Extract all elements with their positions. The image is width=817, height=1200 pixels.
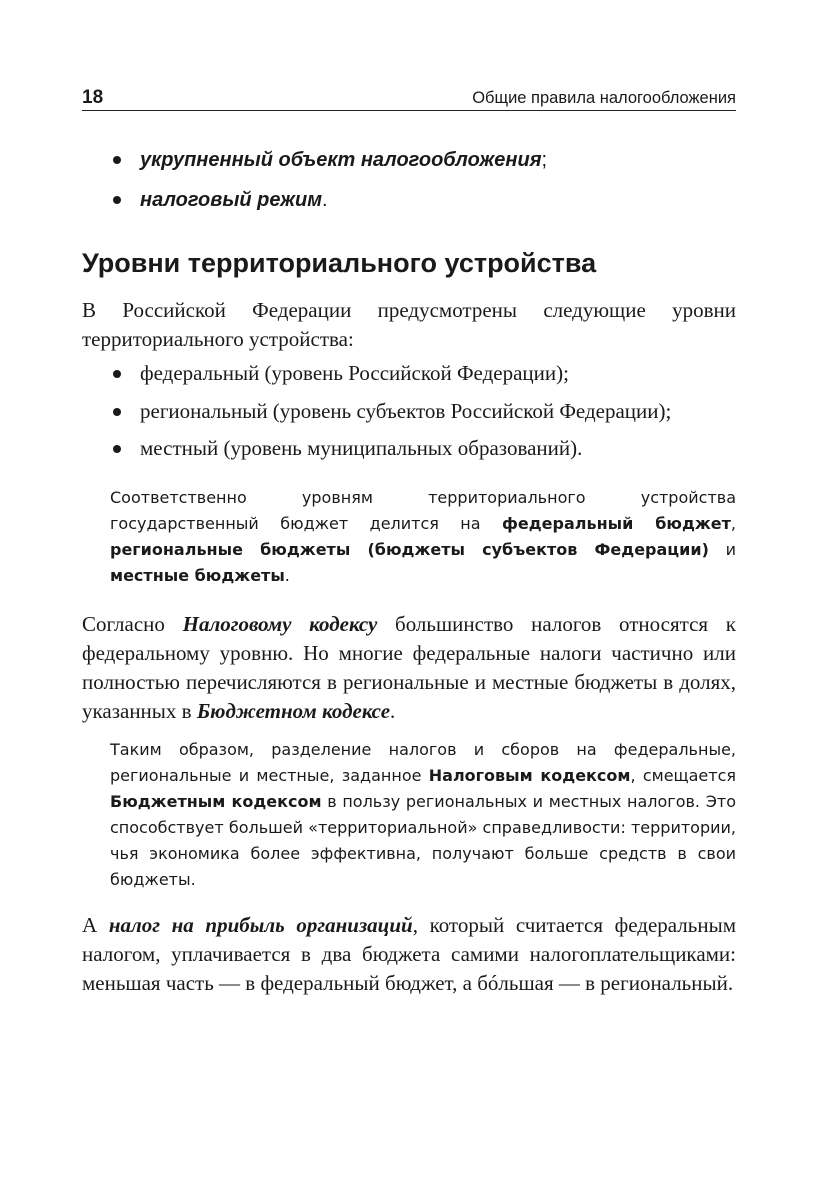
paragraph-text: большинство налогов относятся к федеральному уровню. Но многие федеральные налоги частично или полностью перечисляются в региональные и местные бюджеты в долях, указанных в xyxy=(82,612,736,723)
list-term: укрупненный объект налогообложения xyxy=(140,149,542,171)
paragraph-emphasis: Налоговому кодексу xyxy=(182,612,378,636)
top-bullet-list xyxy=(82,140,736,220)
note-emphasis: местные бюджеты xyxy=(110,566,285,585)
list-item xyxy=(82,180,736,220)
note-text: и xyxy=(708,540,736,559)
bullet-icon xyxy=(113,408,121,416)
note-text: . xyxy=(284,566,290,585)
paragraph-text: Согласно xyxy=(82,612,183,636)
paragraph-emphasis: Бюджетном кодексе xyxy=(196,699,391,723)
note-text: Соответственно уровням территориального устройства государственный бюджет делится на xyxy=(110,488,736,533)
levels-bullet-list xyxy=(82,355,736,468)
intro-paragraph: В Российской Федерации предусмотрены следующие уровни территориального устройства: xyxy=(82,298,736,351)
note-tax-shift xyxy=(110,737,736,893)
note-text: в пользу региональных и местных налогов. Это способствует большей «территориальной» справедливости: территории, чья экономика более эффективна, получают больше средств в свои бюджеты. xyxy=(110,792,736,889)
tax-code-paragraph xyxy=(82,610,736,726)
list-punct: ; xyxy=(541,149,548,171)
note-budget-levels xyxy=(110,485,736,589)
list-text: региональный (уровень субъектов Российской Федерации); xyxy=(140,398,672,423)
list-punct: . xyxy=(321,189,328,211)
bullet-icon xyxy=(113,370,121,378)
paragraph-text: , который считается федеральным налогом, уплачивается в два бюджета самими налогоплательщиками: меньшая часть — в федеральный бюджет, а бóльшая — в региональный. xyxy=(82,913,737,995)
note-text: , xyxy=(730,514,737,533)
list-item xyxy=(82,140,736,180)
paragraph-text: . xyxy=(390,699,396,723)
note-emphasis: федеральный бюджет xyxy=(502,514,731,533)
note-emphasis: Бюджетным кодексом xyxy=(110,792,322,811)
bullet-icon xyxy=(113,445,121,453)
note-text: , смещается xyxy=(630,766,737,785)
section-heading: Уровни территориального устройства xyxy=(82,248,597,278)
running-title: Общие правила налогообложения xyxy=(472,89,736,107)
page-number: 18 xyxy=(82,87,104,108)
list-text: федеральный (уровень Российской Федерации); xyxy=(140,361,569,385)
list-item xyxy=(82,355,736,393)
paragraph-emphasis: налог на прибыль организаций xyxy=(108,913,413,937)
running-header xyxy=(82,86,736,111)
bullet-icon xyxy=(113,196,121,204)
list-term: налоговый режим xyxy=(140,189,322,211)
list-item xyxy=(82,430,736,468)
bullet-icon xyxy=(113,156,121,164)
list-item xyxy=(82,393,736,431)
profit-tax-paragraph xyxy=(82,911,736,998)
list-text: местный (уровень муниципальных образований). xyxy=(140,436,583,460)
note-text: Таким образом, разделение налогов и сборов на федеральные, региональные и местные, заданное xyxy=(110,740,736,785)
note-emphasis: региональные бюджеты (бюджеты субъектов Федерации) xyxy=(110,540,709,559)
note-emphasis: Налоговым кодексом xyxy=(428,766,631,785)
paragraph-text: А xyxy=(82,913,109,937)
